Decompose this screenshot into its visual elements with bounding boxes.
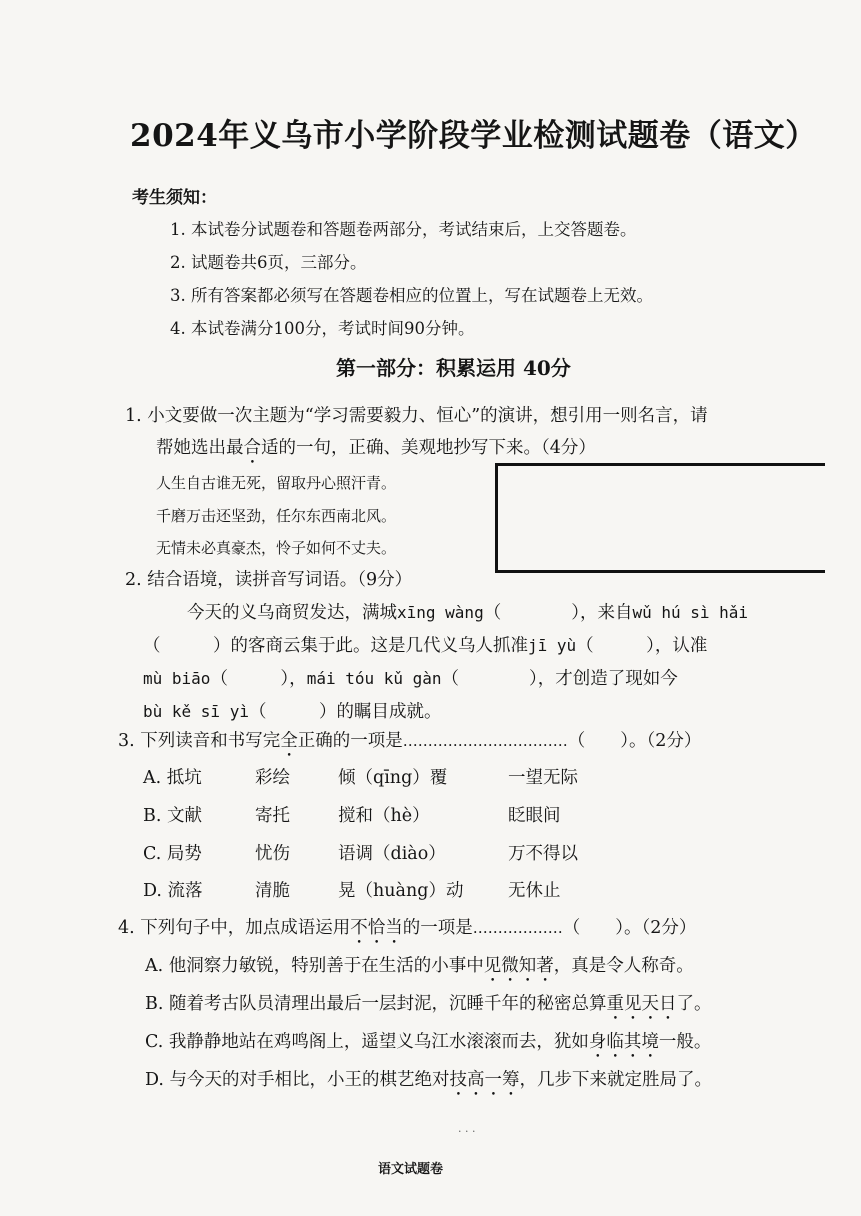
q1-option: 人生自古谁无死，留取丹心照汗青。 (156, 474, 397, 492)
q4-option: A. 他洞察力敏锐，特别善于在生活的小事中见微知著，真是令人称奇。 (145, 956, 694, 976)
notice-item: 4. 本试卷满分100分，考试时间90分钟。 (170, 319, 475, 338)
q2-stem: 2. 结合语境，读拼音写词语。（9分） (125, 570, 413, 590)
q4-option: B. 随着考古队员清理出最后一层封泥，沉睡千年的秘密总算重见天日了。 (145, 994, 712, 1014)
q3-opt-a-word4: 一望无际 (508, 768, 578, 788)
notice-item: 1. 本试卷分试题卷和答题卷两部分，考试结束后，上交答题卷。 (170, 220, 637, 239)
page-title: 2024年义乌市小学阶段学业检测试题卷（语文） (130, 118, 817, 154)
q1-option: 千磨万击还坚劲，任尔东西南北风。 (156, 507, 397, 525)
q3-opt-d-word4: 无休止 (508, 881, 561, 901)
part-heading: 第一部分：积累运用 40分 (336, 356, 571, 380)
q3-opt-b-word3: 搅和（hè） (338, 806, 430, 826)
q3-opt-d-word1: D. 流落 (143, 881, 203, 901)
q3-stem: 3. 下列读音和书写完全正确的一项是……………………………（ ）。（2分） (118, 731, 702, 751)
q3-opt-c-word2: 忧伤 (255, 844, 290, 864)
notice-item: 2. 试题卷共6页，三部分。 (170, 253, 367, 272)
q3-opt-c-word1: C. 局势 (143, 844, 202, 864)
q3-opt-d-word2: 清脆 (255, 881, 290, 901)
notice-heading: 考生须知： (132, 188, 217, 208)
q3-opt-c-word3: 语调（diào） (338, 844, 446, 864)
q3-opt-c-word4: 万不得以 (508, 844, 578, 864)
q3-opt-b-word4: 眨眼间 (508, 806, 561, 826)
q3-opt-a-word3: 倾（qīng）覆 (338, 768, 448, 788)
page-footer: 语文试题卷 (378, 1162, 444, 1177)
page-number-mark: · · · (458, 1125, 476, 1138)
q2-line: bù kě sī yì（ ）的瞩目成就。 (143, 702, 442, 722)
q2-line: （ ）的客商云集于此。这是几代义乌人抓准jī yù（ ），认准 (143, 636, 708, 656)
q3-opt-b-word2: 寄托 (255, 806, 290, 826)
q4-stem: 4. 下列句子中，加点成语运用不恰当的一项是………………（ ）。（2分） (118, 918, 697, 938)
q2-line: 今天的义乌商贸发达，满城xīng wàng（ ），来自wǔ hú sì hǎi (187, 603, 749, 623)
q1-stem: 1. 小文要做一次主题为“学习需要毅力、恒心”的演讲，想引用一则名言，请 (125, 406, 708, 426)
q1-stem-2: 帮她选出最合适的一句，正确、美观地抄写下来。（4分） (156, 438, 596, 458)
q3-opt-b-word1: B. 文献 (143, 806, 202, 826)
answer-box (495, 463, 825, 573)
q1-option: 无情未必真豪杰，怜子如何不丈夫。 (156, 539, 397, 557)
q4-option: D. 与今天的对手相比，小王的棋艺绝对技高一筹，几步下来就定胜局了。 (145, 1070, 713, 1090)
q3-opt-a-word1: A. 抵坑 (143, 768, 202, 788)
q2-line: mù biāo（ ），mái tóu kǔ gàn（ ），才创造了现如今 (143, 669, 678, 689)
q3-opt-a-word2: 彩绘 (255, 768, 290, 788)
q4-option: C. 我静静地站在鸡鸣阁上，遥望义乌江水滚滚而去，犹如身临其境一般。 (145, 1032, 712, 1052)
q3-opt-d-word3: 晃（huàng）动 (338, 881, 464, 901)
notice-item: 3. 所有答案都必须写在答题卷相应的位置上，写在试题卷上无效。 (170, 286, 653, 305)
